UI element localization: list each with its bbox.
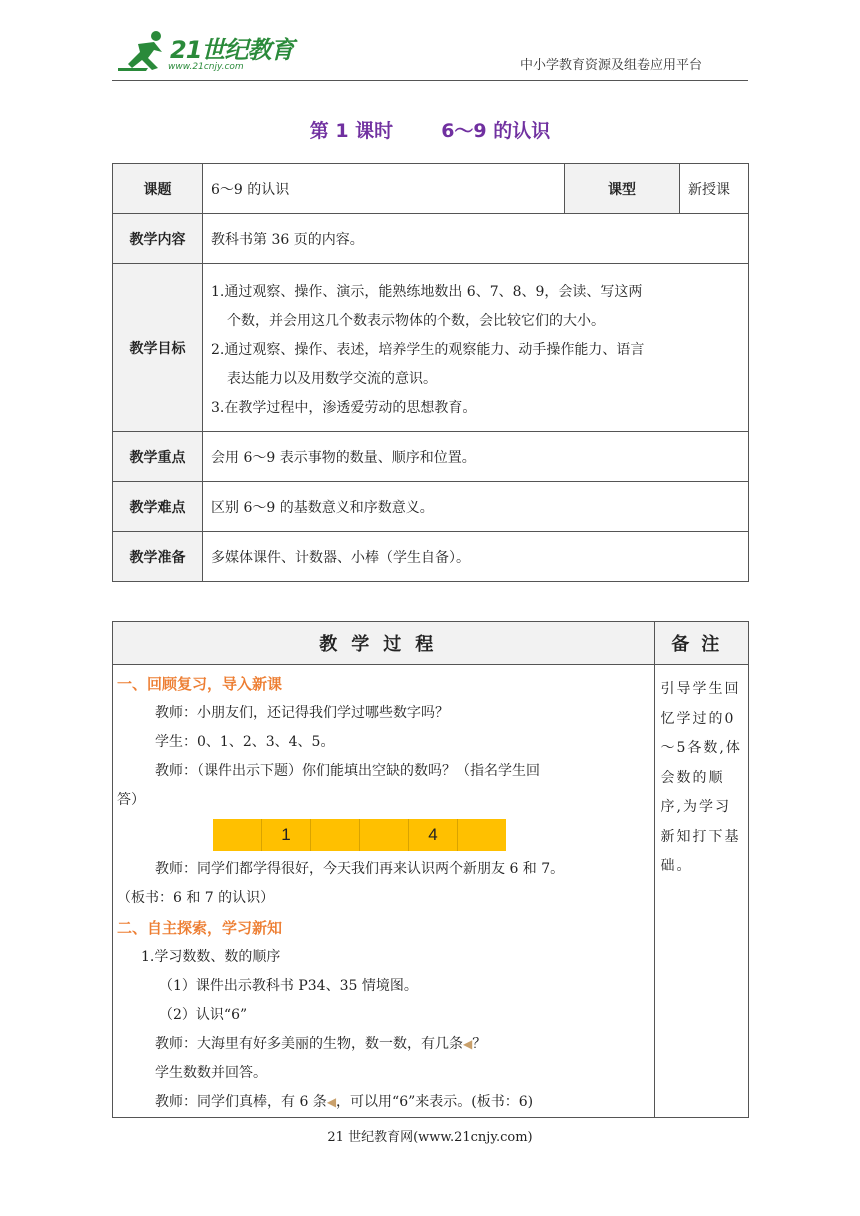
process-content <box>113 665 655 1118</box>
number-box: 4 <box>409 819 458 851</box>
section-heading: 一、回顾复习，导入新课 <box>117 675 283 693</box>
content-value: 教科书第 36 页的内容。 <box>203 214 749 264</box>
dialogue-line: 教师：同学们真棒，有 6 条◀，可以用“6”来表示。(板书：6) <box>117 1088 650 1117</box>
section-heading: 二、自主探索，学习新知 <box>117 919 283 937</box>
number-box <box>360 819 409 851</box>
content-label: 教学内容 <box>113 214 203 264</box>
footer: 21 世纪教育网(www.21cnjy.com) <box>327 1130 533 1145</box>
difficulty-value: 区别 6～9 的基数意义和序数意义。 <box>203 482 749 532</box>
goals-list <box>203 264 749 432</box>
number-sequence-boxes <box>213 819 650 851</box>
type-label: 课型 <box>565 164 680 214</box>
topic-label: 课题 <box>113 164 203 214</box>
goal-line: 3.在教学过程中，渗透爱劳动的思想教育。 <box>211 400 477 416</box>
process-header: 教学过程 <box>113 622 655 665</box>
dialogue-line: 教师：大海里有好多美丽的生物，数一数，有几条◀？ <box>117 1030 650 1059</box>
teaching-process-table <box>112 621 749 1118</box>
fish-icon: ◀ <box>463 1037 473 1051</box>
step-line: （1）课件出示教科书 P34、35 情境图。 <box>159 978 418 994</box>
header-divider <box>112 80 748 81</box>
goals-label: 教学目标 <box>113 264 203 432</box>
number-box: 1 <box>262 819 311 851</box>
goal-line: 2.通过观察、操作、表述，培养学生的观察能力、动手操作能力、语言 <box>211 342 645 358</box>
note-text: 引导学生回忆学过的0～5各数,体会数的顺序,为学习新知打下基础。 <box>654 665 749 1118</box>
note-header: 备注 <box>654 622 749 665</box>
number-box <box>213 819 262 851</box>
lesson-info-table <box>112 163 749 582</box>
key-point-label: 教学重点 <box>113 432 203 482</box>
logo-url: www.21cnjy.com <box>168 62 244 72</box>
logo-text: 21世纪教育 <box>170 36 294 64</box>
platform-name: 中小学教育资源及组卷应用平台 <box>520 58 703 73</box>
runner-logo-icon <box>118 28 174 74</box>
lesson-number: 第 1 课时 <box>309 120 394 142</box>
type-value: 新授课 <box>680 164 749 214</box>
key-point-value: 会用 6～9 表示事物的数量、顺序和位置。 <box>203 432 749 482</box>
preparation-value: 多媒体课件、计数器、小棒（学生自备）。 <box>203 532 749 582</box>
topic-value: 6～9 的认识 <box>203 164 565 214</box>
goal-line: 个数，并会用这几个数表示物体的个数，会比较它们的大小。 <box>227 313 605 329</box>
goal-line: 表达能力以及用数学交流的意识。 <box>227 371 437 387</box>
dialogue-line: 学生数数并回答。 <box>155 1065 267 1081</box>
preparation-label: 教学准备 <box>113 532 203 582</box>
dialogue-line: 教师：同学们都学得很好，今天我们再来认识两个新朋友 6 和 7。 <box>155 861 565 877</box>
page-title <box>0 116 860 143</box>
lesson-topic: 6～9 的认识 <box>441 120 551 142</box>
fish-icon: ◀ <box>326 1095 337 1109</box>
dialogue-line: 教师：小朋友们，还记得我们学过哪些数字吗？ <box>155 705 449 721</box>
number-box <box>458 819 506 851</box>
difficulty-label: 教学难点 <box>113 482 203 532</box>
dialogue-line: 答） <box>117 792 145 808</box>
step-line: 1.学习数数、数的顺序 <box>141 949 281 965</box>
step-line: （2）认识“6” <box>159 1007 248 1023</box>
dialogue-line: 教师：（课件出示下题）你们能填出空缺的数吗？（指名学生回 <box>155 763 540 779</box>
goal-line: 1.通过观察、操作、演示，能熟练地数出 6、7、8、9，会读、写这两 <box>211 284 643 300</box>
number-box <box>311 819 360 851</box>
dialogue-line: 学生：0、1、2、3、4、5。 <box>155 734 335 750</box>
dialogue-line: （板书：6 和 7 的认识） <box>117 890 275 906</box>
